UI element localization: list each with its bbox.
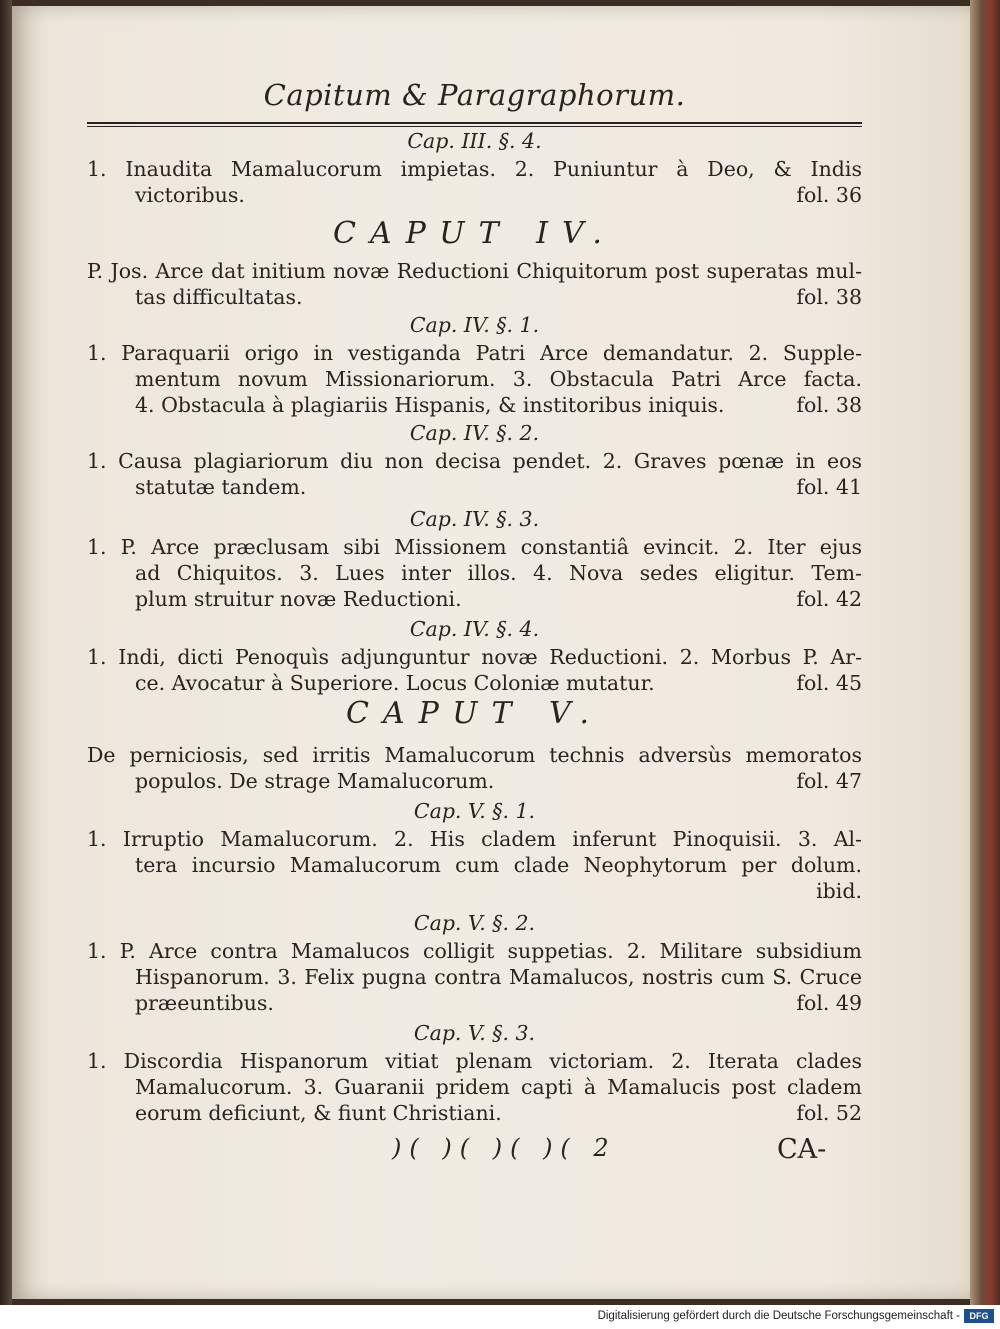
entry-line: Mamalucorum. 3. Guaranii pridem capti à Mamalucis post cladem <box>135 1075 862 1099</box>
header-rule <box>87 122 862 127</box>
entry-line: 1. Irruptio Mamalucorum. 2. His cladem inferunt Pinoquisii. 3. Al- <box>87 827 862 851</box>
entry-line: 4. Obstacula à plagiariis Hispanis, & institoribus iniquis. fol. 38 <box>135 393 862 417</box>
chapter-heading: CAPUT IV. <box>333 216 616 251</box>
entry-line: 1. Causa plagiariorum diu non decisa pendet. 2. Graves pœnæ in eos <box>87 449 862 473</box>
folio-ref: fol. 49 <box>796 991 862 1015</box>
section-heading: Cap. V. §. 2. <box>413 911 536 935</box>
book-cover-edge <box>970 0 1000 1305</box>
folio-ref: fol. 38 <box>796 285 862 309</box>
section-heading: Cap. IV. §. 3. <box>409 507 540 531</box>
folio-ref: ibid. <box>816 879 862 903</box>
entry-line: tas difficultatas. fol. 38 <box>135 285 862 309</box>
entry-line: P. Jos. Arce dat initium novæ Reductioni Chiquitorum post superatas mul- <box>87 259 862 283</box>
entry-line: ad Chiquitos. 3. Lues inter illos. 4. Nova sedes eligitur. Tem- <box>135 561 862 585</box>
entry-line: populos. De strage Mamalucorum. fol. 47 <box>135 769 862 793</box>
folio-ref: fol. 41 <box>796 475 862 499</box>
folio-ref: fol. 42 <box>796 587 862 611</box>
section-heading: Cap. III. §. 4. <box>407 129 542 153</box>
entry-line: victoribus. fol. 36 <box>135 183 862 207</box>
section-heading: Cap. IV. §. 2. <box>409 421 540 445</box>
dfg-logo: DFG <box>964 1309 994 1323</box>
folio-ref: fol. 36 <box>796 183 862 207</box>
entry-line: præeuntibus. fol. 49 <box>135 991 862 1015</box>
folio-ref: fol. 45 <box>796 671 862 695</box>
entry-line: De perniciosis, sed irritis Mamalucorum technis adversùs memoratos <box>87 743 862 767</box>
entry-line: statutæ tandem. fol. 41 <box>135 475 862 499</box>
section-heading: Cap. IV. §. 1. <box>409 313 540 337</box>
page-footer-marks <box>87 1134 862 1174</box>
book-spine-edge <box>0 0 12 1305</box>
entry-line: tera incursio Mamalucorum cum clade Neophytorum per dolum. <box>135 853 862 877</box>
entry-line: 1. Indi, dicti Penoquìs adjunguntur novæ Reductioni. 2. Morbus P. Ar- <box>87 645 862 669</box>
running-head: Capitum & Paragraphorum. <box>263 78 686 112</box>
digitization-footer <box>0 1305 1000 1329</box>
entry-line: 1. P. Arce contra Mamalucos colligit suppetias. 2. Militare subsidium <box>87 939 862 963</box>
catchword: CA- <box>777 1134 827 1165</box>
entry-line: plum struitur novæ Reductioni. fol. 42 <box>135 587 862 611</box>
entry-line: ce. Avocatur à Superiore. Locus Coloniæ mutatur. fol. 45 <box>135 671 862 695</box>
entry-line: 1. P. Arce præclusam sibi Missionem constantiâ evincit. 2. Iter ejus <box>87 535 862 559</box>
entry-line: 1. Inaudita Mamalucorum impietas. 2. Puniuntur à Deo, & Indis <box>87 157 862 181</box>
chapter-heading: CAPUT V. <box>345 696 604 731</box>
entry-line: 1. Discordia Hispanorum vitiat plenam victoriam. 2. Iterata clades <box>87 1049 862 1073</box>
entry-line: Hispanorum. 3. Felix pugna contra Mamalucos, nostris cum S. Cruce <box>135 965 862 989</box>
entry-line: mentum novum Missionariorum. 3. Obstacula Patri Arce facta. <box>135 367 862 391</box>
signature-mark: )( )( )( )( 2 <box>392 1134 617 1162</box>
folio-ref: fol. 52 <box>796 1101 862 1125</box>
folio-ref: fol. 38 <box>796 393 862 417</box>
section-heading: Cap. IV. §. 4. <box>409 617 540 641</box>
book-page <box>12 6 970 1299</box>
section-heading: Cap. V. §. 3. <box>413 1021 536 1045</box>
folio-ref: fol. 47 <box>796 769 862 793</box>
entry-line: 1. Paraquarii origo in vestiganda Patri Arce demandatur. 2. Supple- <box>87 341 862 365</box>
footer-credit: Digitalisierung gefördert durch die Deutsche Forschungsgemeinschaft - <box>597 1310 960 1322</box>
entry-line: eorum deficiunt, & fiunt Christiani. fol. 52 <box>135 1101 862 1125</box>
section-heading: Cap. V. §. 1. <box>413 799 536 823</box>
